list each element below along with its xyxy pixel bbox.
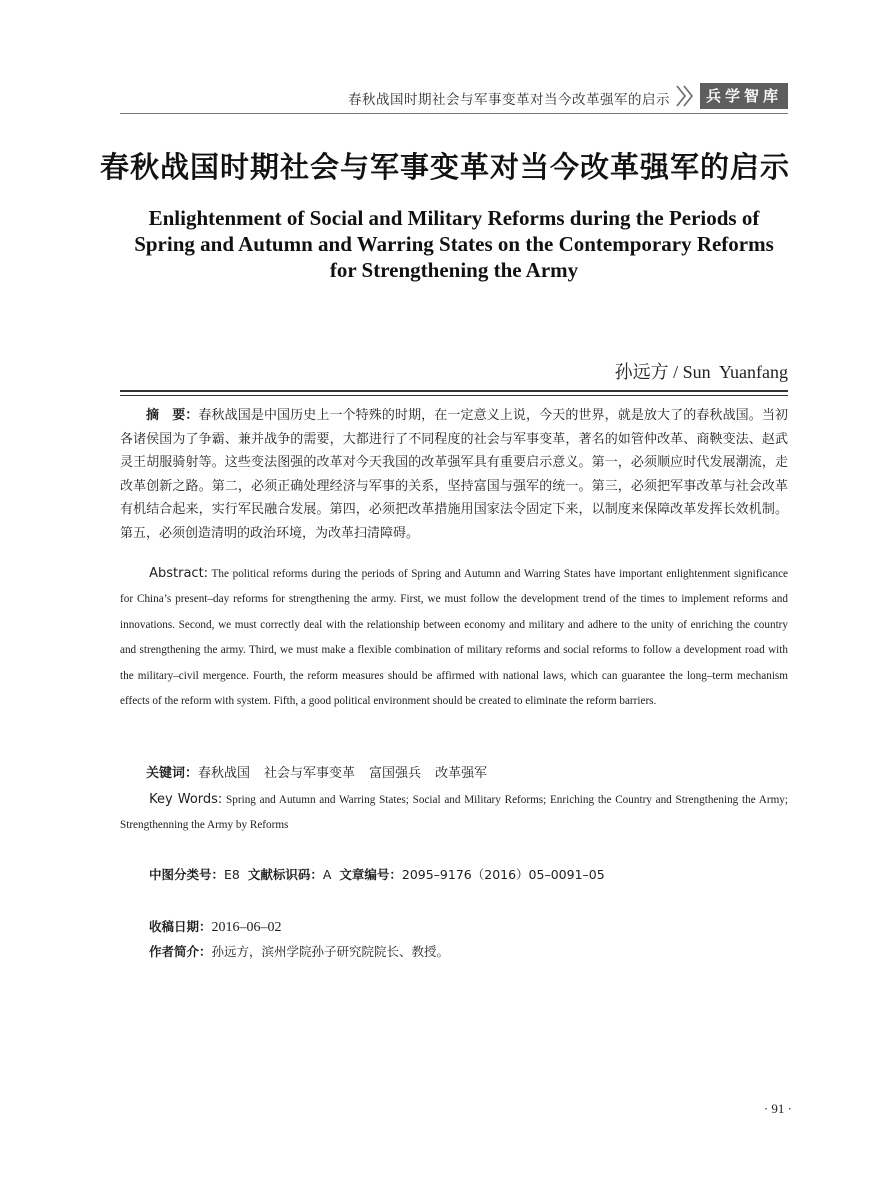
abstract-cn-label: 摘 要： [146,408,199,423]
running-title: 春秋战国时期社会与军事变革对当今改革强军的启示 [348,92,670,108]
keyword-item: 富国强兵 [369,766,422,781]
column-badge: 兵学智库 [700,83,788,109]
article-no-value: 2095–9176（2016）05–0091–05 [401,867,605,882]
author-bio-line [149,942,449,960]
keywords-en-text: Spring and Autumn and Warring States; Social and Military Reforms; Enriching the Country and Strengthening the Army; Strengthenning the Army by Reforms [120,794,788,832]
author-separator: / [668,362,683,382]
article-title-en: Enlightenment of Social and Military Reforms during the Periods of Spring and Autumn and Warring States on the Contemporary Reforms for Strengthening the Army [134,206,774,282]
page-number: · 91 · [763,1101,792,1116]
keyword-item: 社会与军事变革 [264,766,356,781]
author-line [615,358,788,384]
abstract-en [120,561,788,714]
author-bio-label: 作者简介： [149,944,212,959]
doc-code-label: 文献标识码： [247,867,323,882]
author-name-cn: 孙远方 [614,362,669,383]
clc-label: 中图分类号： [149,867,225,882]
double-chevron-icon [674,84,696,108]
author-bio-value: 孙远方，滨州学院孙子研究院院长、教授。 [211,944,450,959]
header-divider [120,113,788,114]
title-divider-thin [120,395,788,396]
author-name-en: Sun Yuanfang [682,362,788,382]
keywords-cn-label: 关键词： [146,766,199,781]
abstract-cn-text: 春秋战国是中国历史上一个特殊的时期，在一定意义上说，今天的世界，就是放大了的春秋战国。当初各诸侯国为了争霸、兼并战争的需要，大都进行了不同程度的社会与军事变革，著名的如管仲改革、商鞅变法、赵武灵王胡服骑射等。这些变法图强的改革对今天我国的改革强军具有重要启示意义。第一，必须顺应时代发展潮流，走改革创新之路。第二，必须正确处理经济与军事的关系，坚持富国与强军的统一。第三，必须把军事改革与社会改革有机结合起来，实行军民融合发展。第四，必须把改革措施用国家法令固定下来，以制度来保障改革发挥长效机制。第五，必须创造清明的政治环境，为改革扫清障碍。 [120,408,788,541]
keywords-en [120,787,788,839]
running-header [120,80,788,118]
received-line [149,917,282,936]
keywords-cn [120,762,788,786]
received-value: 2016–06–02 [211,920,282,935]
doc-code-value: A [322,867,332,882]
article-no-label: 文章编号： [339,867,402,882]
clc-value: E8 [224,867,240,882]
received-label: 收稿日期： [149,919,212,934]
abstract-en-text: The political reforms during the periods of Spring and Autumn and Warring States have important enlightenment significance for China’s present–day reforms for strengthening the army. First, we must follow the development trend of the times to implement reforms and innovations. Second, we must correctly deal with the relationship between economy and military and adhere to the unity of enriching the country and strengthening the army. Third, we must make a flexible combination of military reforms and social reforms to follow a development road with the military–civil mergence. Fourth, the reform measures should be affirmed with national laws, which can guarantee the long–term mechanism effects of the reform with system. Fifth, a good political environment should be created to eliminate the reform barriers. [120,568,788,708]
keyword-item: 改革强军 [435,766,488,781]
keyword-item: 春秋战国 [198,766,251,781]
article-title-cn: 春秋战国时期社会与军事变革对当今改革强军的启示 [99,150,790,184]
title-divider-thick [120,390,788,392]
classification-line [149,865,605,883]
abstract-cn [120,404,788,546]
keywords-en-label: Key Words: [149,792,223,807]
abstract-en-label: Abstract: [149,566,209,581]
